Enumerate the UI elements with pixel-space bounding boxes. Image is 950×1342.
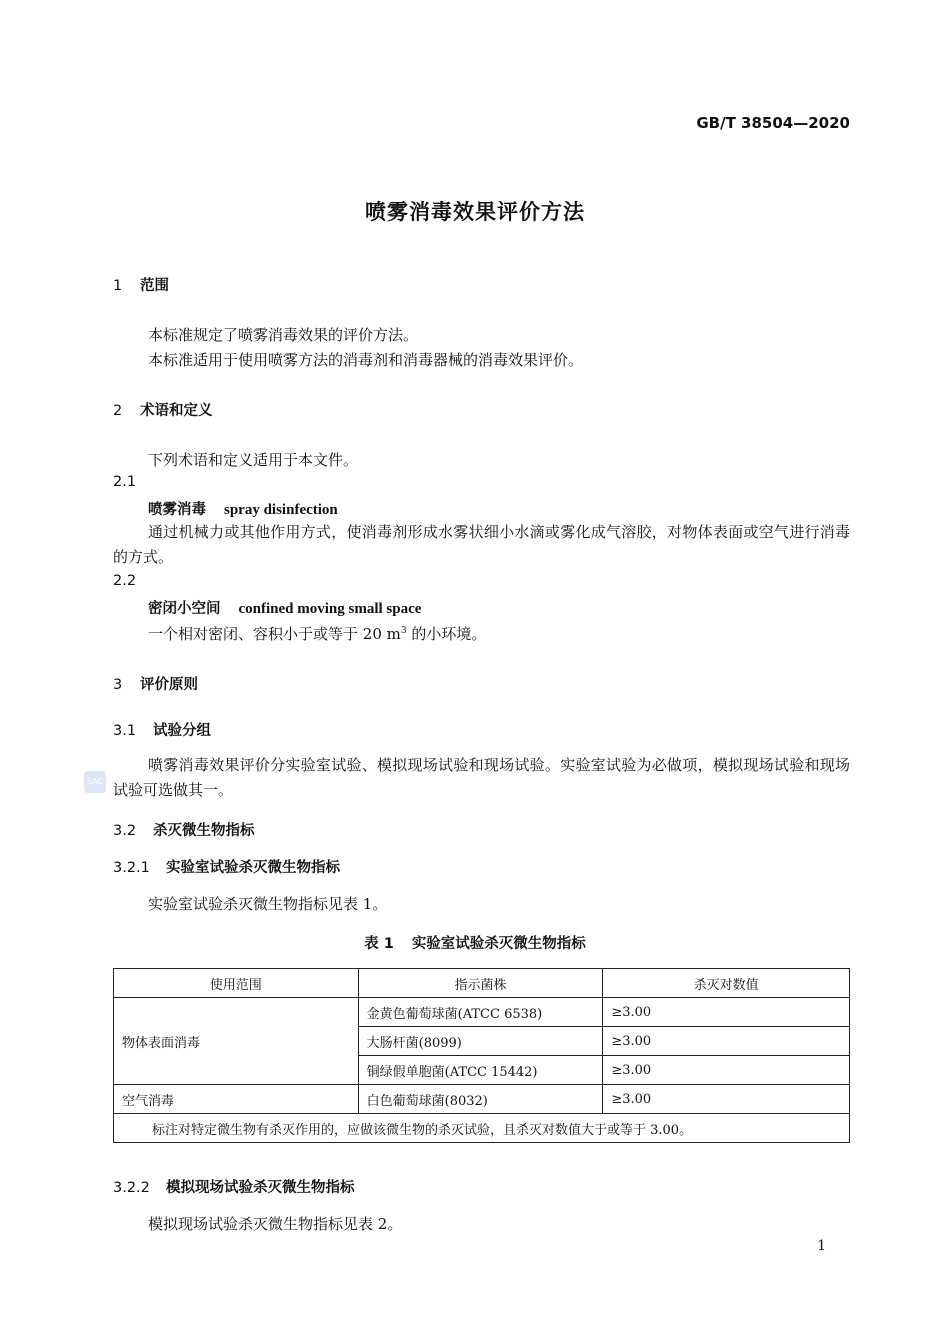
table-note: 标注对特定微生物有杀灭作用的，应做该微生物的杀灭试验，且杀灭对数值大于或等于 3.00。 [114,1114,850,1143]
term-2-1-number: 2.1 [113,474,137,490]
term-2-1-definition: 通过机械力或其他作用方式，使消毒剂形成水雾状细小水滴或雾化成气溶胶，对物体表面或空气进行消毒的方式。 [113,523,850,566]
value-cell: ≥3.00 [603,1056,850,1085]
value-cell: ≥3.00 [603,1085,850,1114]
standard-number: GB/T 38504—2020 [696,114,850,132]
section-title: 范围 [140,278,169,294]
table-row [114,1085,850,1114]
value-cell: ≥3.00 [603,1027,850,1056]
strain-cell: 金黄色葡萄球菌(ATCC 6538) [358,998,603,1027]
column-header: 使用范围 [114,969,359,998]
section-3-heading [113,673,198,694]
section-2-heading [113,399,213,420]
section-3-2-2-paragraph: 模拟现场试验杀灭微生物指标见表 2。 [148,1215,403,1233]
section-title: 术语和定义 [140,403,213,419]
section-1-paragraph-1: 本标准规定了喷雾消毒效果的评价方法。 [148,326,419,344]
section-1-paragraph-2: 本标准适用于使用喷雾方法的消毒剂和消毒器械的消毒效果评价。 [148,351,584,369]
term-2-2-number: 2.2 [113,573,137,589]
section-number: 3.2.2 [113,1180,150,1196]
usage-scope-cell: 物体表面消毒 [114,998,359,1085]
strain-cell: 白色葡萄球菌(8032) [358,1085,603,1114]
column-header: 指示菌株 [358,969,603,998]
table-title: 实验室试验杀灭微生物指标 [411,936,586,952]
strain-cell: 大肠杆菌(8099) [358,1027,603,1056]
page-number: 1 [817,1238,826,1254]
section-number: 3.1 [113,723,137,739]
definition-text: 一个相对密闭、容积小于或等于 20 m [148,625,401,643]
section-3-2-2-heading [113,1176,355,1197]
section-number: 3.2 [113,823,137,839]
section-3-2-1-paragraph: 实验室试验杀灭微生物指标见表 1。 [148,895,388,913]
term-zh: 喷雾消毒 [148,502,206,518]
section-number: 1 [113,278,123,294]
section-2-intro: 下列术语和定义适用于本文件。 [148,451,359,469]
section-3-2-1-heading [113,856,340,877]
definition-text-end: 的小环境。 [406,625,487,643]
section-number: 3.2.1 [113,860,150,876]
term-en: spray disinfection [224,502,338,518]
section-title: 评价原则 [140,677,198,693]
section-number: 3 [113,677,123,693]
table-1 [113,968,850,1143]
table-row [114,998,850,1027]
watermark-logo: SAC [84,771,106,793]
table-header-row [114,969,850,998]
column-header: 杀灭对数值 [603,969,850,998]
strain-cell: 铜绿假单胞菌(ATCC 15442) [358,1056,603,1085]
term-2-2 [148,597,421,618]
term-2-1 [148,498,338,519]
term-en: confined moving small space [238,601,422,617]
term-2-2-definition [148,623,486,644]
section-title: 杀灭微生物指标 [153,823,255,839]
document-title: 喷雾消毒效果评价方法 [365,200,585,224]
section-title: 试验分组 [153,723,211,739]
section-3-2-heading [113,819,255,840]
section-1-heading [113,274,169,295]
table-note-row [114,1114,850,1143]
usage-scope-cell: 空气消毒 [114,1085,359,1114]
table-1-caption [0,932,950,953]
table-label: 表 1 [364,936,394,952]
section-number: 2 [113,403,123,419]
section-title: 模拟现场试验杀灭微生物指标 [166,1180,355,1196]
superscript: 3 [400,626,407,636]
term-zh: 密闭小空间 [148,601,221,617]
value-cell: ≥3.00 [603,998,850,1027]
section-3-1-heading [113,719,211,740]
section-3-1-paragraph: 喷雾消毒效果评价分实验室试验、模拟现场试验和现场试验。实验室试验为必做项，模拟现场试验和现场试验可选做其一。 [113,756,850,799]
section-title: 实验室试验杀灭微生物指标 [166,860,340,876]
